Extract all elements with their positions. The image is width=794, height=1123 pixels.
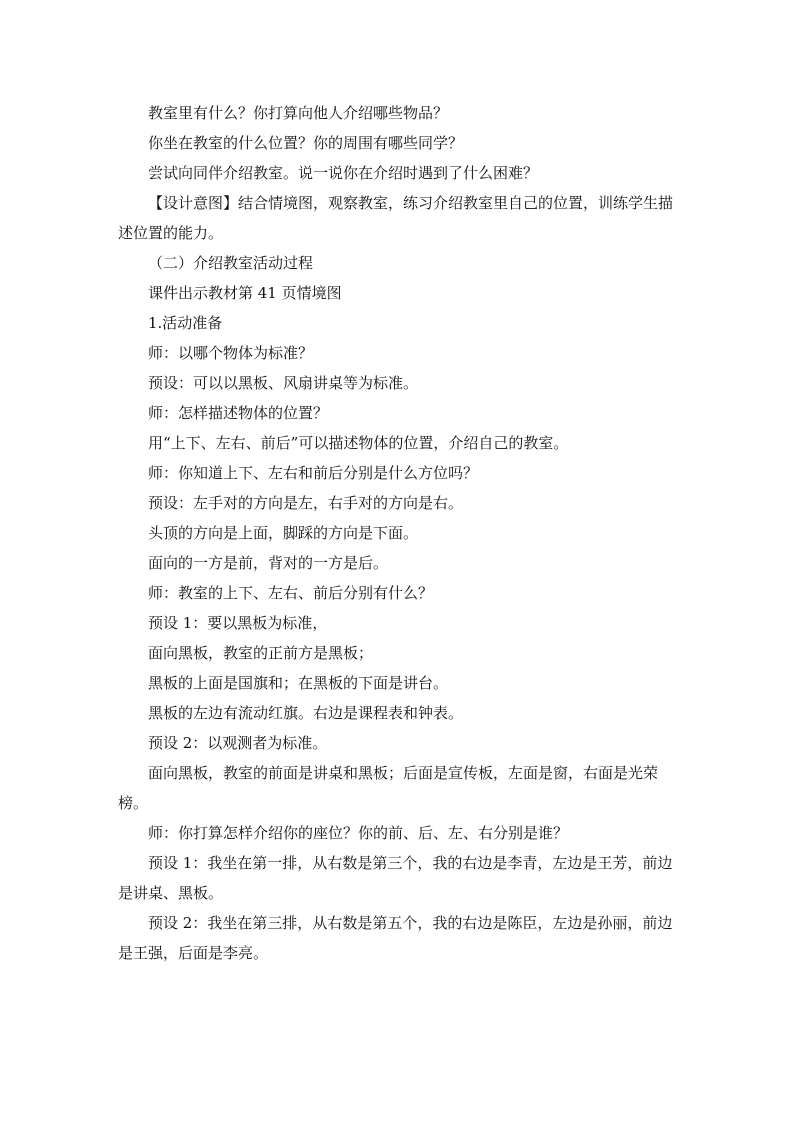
paragraph: 课件出示教材第 41 页情境图 bbox=[148, 284, 342, 302]
paragraph: 面向黑板，教室的正前方是黑板； bbox=[148, 644, 374, 662]
paragraph: 尝试向同伴介绍教室。说一说你在介绍时遇到了什么困难？ bbox=[148, 164, 539, 182]
paragraph: 师：怎样描述物体的位置？ bbox=[148, 404, 329, 422]
paragraph: 预设 2：以观测者为标准。 bbox=[148, 734, 328, 752]
paragraph: 用“上下、左右、前后”可以描述物体的位置，介绍自己的教室。 bbox=[148, 434, 569, 452]
subsection-heading: 1.活动准备 bbox=[148, 314, 223, 332]
paragraph: 预设 1：我坐在第一排，从右数是第三个，我的右边是李青，左边是王芳，前边是讲桌、黑板。 bbox=[118, 854, 673, 902]
design-intent-paragraph: 【设计意图】结合情境图，观察教室，练习介绍教室里自己的位置，训练学生描述位置的能力。 bbox=[118, 194, 674, 242]
paragraph: 师：以哪个物体为标准？ bbox=[148, 344, 314, 362]
paragraph: 面向的一方是前，背对的一方是后。 bbox=[148, 554, 389, 572]
paragraph: 师：教室的上下、左右、前后分别有什么？ bbox=[148, 584, 434, 602]
document-body bbox=[118, 98, 678, 968]
paragraph: 预设：左手对的方向是左，右手对的方向是右。 bbox=[148, 494, 464, 512]
paragraph: 教室里有什么？你打算向他人介绍哪些物品？ bbox=[148, 104, 449, 122]
paragraph: 师：你打算怎样介绍你的座位？你的前、后、左、右分别是谁？ bbox=[148, 824, 569, 842]
paragraph: 预设：可以以黑板、风扇讲桌等为标准。 bbox=[148, 374, 419, 392]
section-heading: （二）介绍教室活动过程 bbox=[148, 254, 314, 272]
paragraph: 师：你知道上下、左右和前后分别是什么方位吗？ bbox=[148, 464, 479, 482]
paragraph: 黑板的左边有流动红旗。右边是课程表和钟表。 bbox=[148, 704, 464, 722]
paragraph: 头顶的方向是上面，脚踩的方向是下面。 bbox=[148, 524, 419, 542]
paragraph: 你坐在教室的什么位置？你的周围有哪些同学？ bbox=[148, 134, 464, 152]
paragraph: 预设 1：要以黑板为标准， bbox=[148, 614, 328, 632]
paragraph: 预设 2：我坐在第三排，从右数是第五个，我的右边是陈臣，左边是孙丽，前边是王强，后面是李亮。 bbox=[118, 914, 673, 962]
paragraph: 面向黑板，教室的前面是讲桌和黑板；后面是宣传板，左面是窗，右面是光荣榜。 bbox=[118, 764, 659, 812]
paragraph: 黑板的上面是国旗和；在黑板的下面是讲台。 bbox=[148, 674, 449, 692]
